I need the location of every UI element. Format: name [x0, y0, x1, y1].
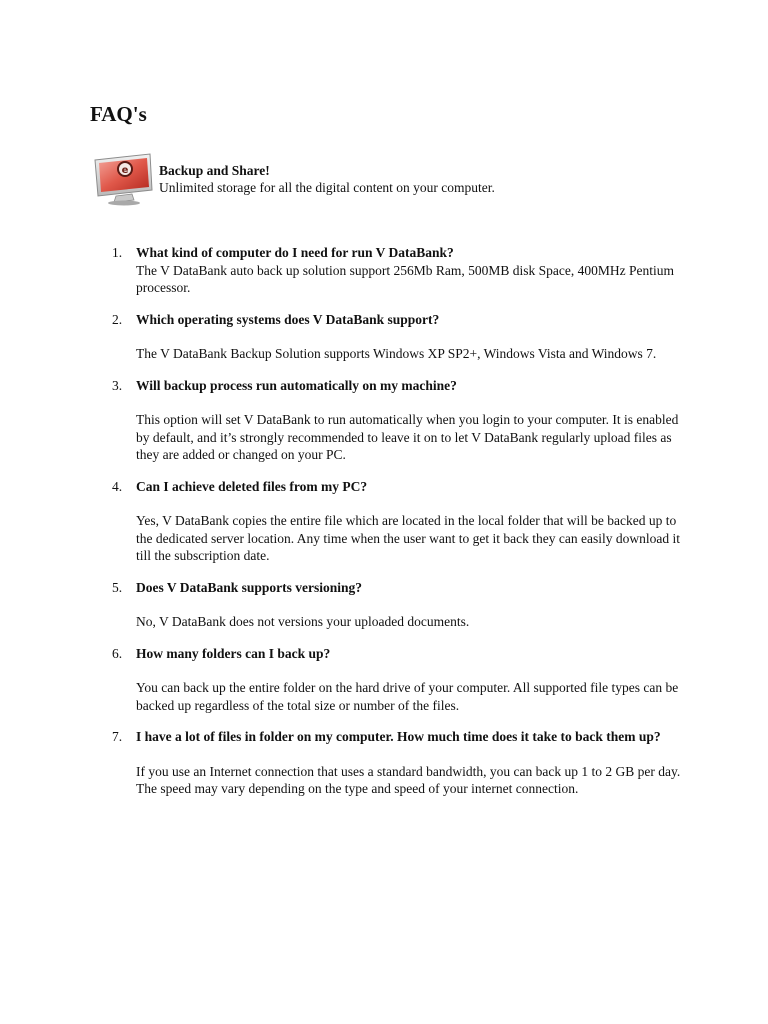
- faq-question: Can I achieve deleted files from my PC?: [136, 478, 368, 494]
- faq-question: Does V DataBank supports versioning?: [136, 579, 363, 595]
- faq-item: [104, 311, 684, 363]
- faq-answer: Yes, V DataBank copies the entire file which are located in the local folder that will be backed up to the dedicated server location. Any time when the user want to get it back they can easily download it till the subscription date.: [136, 513, 680, 563]
- faq-question: I have a lot of files in folder on my computer. How much time does it take to back them up?: [136, 729, 661, 744]
- faq-answer: You can back up the entire folder on the hard drive of your computer. All supported file types can be backed up regardless of the total size or number of the files.: [136, 680, 679, 713]
- faq-item: [104, 579, 684, 631]
- faq-number: 1.: [112, 245, 123, 260]
- faq-question: How many folders can I back up?: [136, 645, 331, 661]
- faq-question: What kind of computer do I need for run V DataBank?: [136, 245, 454, 260]
- faq-item: [104, 478, 684, 565]
- faq-item: [104, 244, 684, 297]
- computer-monitor-icon: [92, 152, 156, 206]
- faq-item: [104, 377, 684, 464]
- promo-heading: Backup and Share!: [159, 163, 270, 178]
- faq-number: 2.: [112, 311, 123, 327]
- promo-banner: [92, 152, 652, 212]
- faq-question: Will backup process run automatically on my machine?: [136, 377, 457, 393]
- faq-number: 7.: [112, 729, 123, 744]
- faq-answer: No, V DataBank does not versions your uploaded documents.: [136, 614, 470, 629]
- faq-number: 4.: [112, 478, 123, 494]
- faq-number: 6.: [112, 645, 123, 661]
- faq-question: Which operating systems does V DataBank support?: [136, 311, 440, 327]
- faq-number: 5.: [112, 579, 123, 595]
- faq-list: [104, 244, 684, 798]
- promo-body: Unlimited storage for all the digital content on your computer.: [159, 180, 495, 195]
- faq-answer: The V DataBank Backup Solution supports Windows XP SP2+, Windows Vista and Windows 7.: [136, 346, 657, 361]
- faq-answer: The V DataBank auto back up solution support 256Mb Ram, 500MB disk Space, 400MHz Pentium processor.: [136, 262, 674, 295]
- faq-answer: This option will set V DataBank to run automatically when you login to your computer. It is enabled by default, and it’s strongly recommended to leave it on to let V DataBank regularly upload files as they are added or changed on your PC.: [136, 412, 679, 462]
- faq-answer: If you use an Internet connection that uses a standard bandwidth, you can back up 1 to 2 GB per day. The speed may vary depending on the type and speed of your internet connection.: [136, 763, 681, 796]
- faq-number: 3.: [112, 377, 123, 393]
- faq-item: [104, 645, 684, 715]
- page-title: FAQ's: [90, 102, 147, 126]
- svg-text:e: e: [121, 165, 129, 176]
- faq-item: [104, 728, 684, 798]
